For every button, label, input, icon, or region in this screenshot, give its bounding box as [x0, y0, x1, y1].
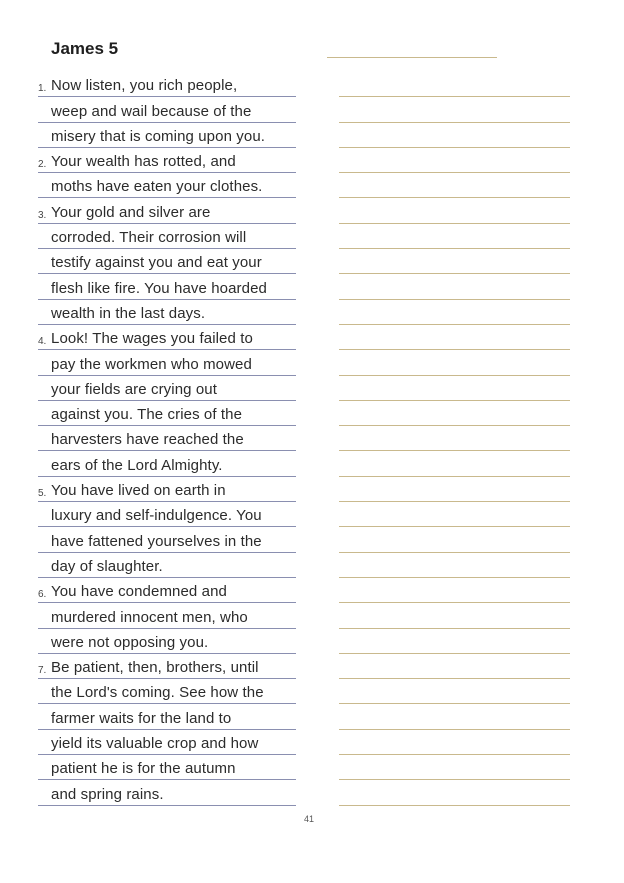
verse-number: 2.: [38, 159, 47, 171]
verse-line: [38, 97, 296, 122]
blank-writing-line: [339, 350, 570, 375]
verse-line: [38, 224, 296, 249]
blank-writing-line: [339, 72, 570, 97]
page-number: 41: [304, 814, 315, 824]
blank-writing-line: [339, 704, 570, 729]
verse-line: [38, 730, 296, 755]
blank-writing-line: [339, 502, 570, 527]
verse-text: You have condemned and: [51, 583, 227, 601]
title-writing-line: [327, 57, 497, 58]
blank-writing-line: [339, 578, 570, 603]
blank-writing-line: [339, 527, 570, 552]
verse-text: were not opposing you.: [51, 633, 209, 651]
verse-text: against you. The cries of the: [51, 406, 243, 424]
verse-line: [38, 527, 296, 552]
verse-number: 5.: [38, 488, 47, 500]
verse-text: patient he is for the autumn: [51, 760, 236, 778]
verse-text: Your gold and silver are: [51, 203, 211, 221]
verse-text: yield its valuable crop and how: [51, 735, 259, 753]
blank-writing-line: [339, 401, 570, 426]
verse-text: murdered innocent men, who: [51, 608, 248, 626]
blank-writing-line: [339, 123, 570, 148]
blank-writing-line: [339, 148, 570, 173]
verse-text: Now listen, you rich people,: [51, 77, 238, 95]
verse-line: [38, 679, 296, 704]
verse-text: have fattened yourselves in the: [51, 532, 262, 550]
verse-line: [38, 274, 296, 299]
blank-writing-line: [339, 654, 570, 679]
verse-line: [38, 755, 296, 780]
verse-line: [38, 325, 296, 350]
verse-line: [38, 148, 296, 173]
blank-writing-line: [339, 730, 570, 755]
blank-writing-line: [339, 755, 570, 780]
verse-line: [38, 451, 296, 476]
verse-line: [38, 350, 296, 375]
verse-text: your fields are crying out: [51, 380, 218, 398]
page-title: James 5: [51, 39, 119, 58]
verse-text: flesh like fire. You have hoarded: [51, 279, 267, 297]
verse-line: [38, 198, 296, 223]
blank-writing-line: [339, 376, 570, 401]
blank-writing-line: [339, 198, 570, 223]
verse-text-column: [38, 72, 296, 806]
verse-text: the Lord's coming. See how the: [51, 684, 264, 702]
verse-text: moths have eaten your clothes.: [51, 178, 263, 196]
verse-line: [38, 426, 296, 451]
verse-text: luxury and self-indulgence. You: [51, 507, 262, 525]
verse-line: [38, 704, 296, 729]
verse-text: ears of the Lord Almighty.: [51, 456, 223, 474]
blank-writing-line: [339, 477, 570, 502]
verse-line: [38, 603, 296, 628]
blank-writing-line: [339, 173, 570, 198]
verse-number: 4.: [38, 336, 47, 348]
verse-line: [38, 376, 296, 401]
verse-text: and spring rains.: [51, 785, 164, 803]
verse-text: corroded. Their corrosion will: [51, 229, 247, 247]
blank-writing-line: [339, 679, 570, 704]
verse-text: Be patient, then, brothers, until: [51, 659, 259, 677]
verse-number: 6.: [38, 589, 47, 601]
verse-line: [38, 502, 296, 527]
verse-number: 3.: [38, 209, 47, 221]
blank-writing-line: [339, 553, 570, 578]
verse-text: farmer waits for the land to: [51, 709, 232, 727]
blank-writing-line: [339, 325, 570, 350]
verse-line: [38, 629, 296, 654]
verse-line: [38, 249, 296, 274]
copy-writing-column: [339, 72, 570, 806]
verse-text: harvesters have reached the: [51, 431, 244, 449]
blank-writing-line: [339, 603, 570, 628]
blank-writing-line: [339, 451, 570, 476]
verse-line: [38, 72, 296, 97]
blank-writing-line: [339, 224, 570, 249]
verse-text: You have lived on earth in: [51, 482, 226, 500]
verse-line: [38, 654, 296, 679]
verse-text: Look! The wages you failed to: [51, 330, 253, 348]
verse-line: [38, 477, 296, 502]
blank-writing-line: [339, 249, 570, 274]
verse-line: [38, 553, 296, 578]
verse-text: weep and wail because of the: [51, 102, 252, 120]
blank-writing-line: [339, 97, 570, 122]
verse-text: testify against you and eat your: [51, 254, 262, 272]
verse-number: 7.: [38, 665, 47, 677]
blank-writing-line: [339, 629, 570, 654]
verse-line: [38, 578, 296, 603]
blank-writing-line: [339, 300, 570, 325]
verse-line: [38, 780, 296, 805]
verse-line: [38, 401, 296, 426]
verse-text: wealth in the last days.: [51, 304, 206, 322]
blank-writing-line: [339, 274, 570, 299]
verse-text: Your wealth has rotted, and: [51, 153, 236, 171]
verse-text: misery that is coming upon you.: [51, 127, 266, 145]
verse-text: pay the workmen who mowed: [51, 355, 252, 373]
blank-writing-line: [339, 426, 570, 451]
verse-line: [38, 300, 296, 325]
blank-writing-line: [339, 780, 570, 805]
verse-line: [38, 173, 296, 198]
verse-line: [38, 123, 296, 148]
verse-text: day of slaughter.: [51, 557, 163, 575]
verse-number: 1.: [38, 83, 47, 95]
